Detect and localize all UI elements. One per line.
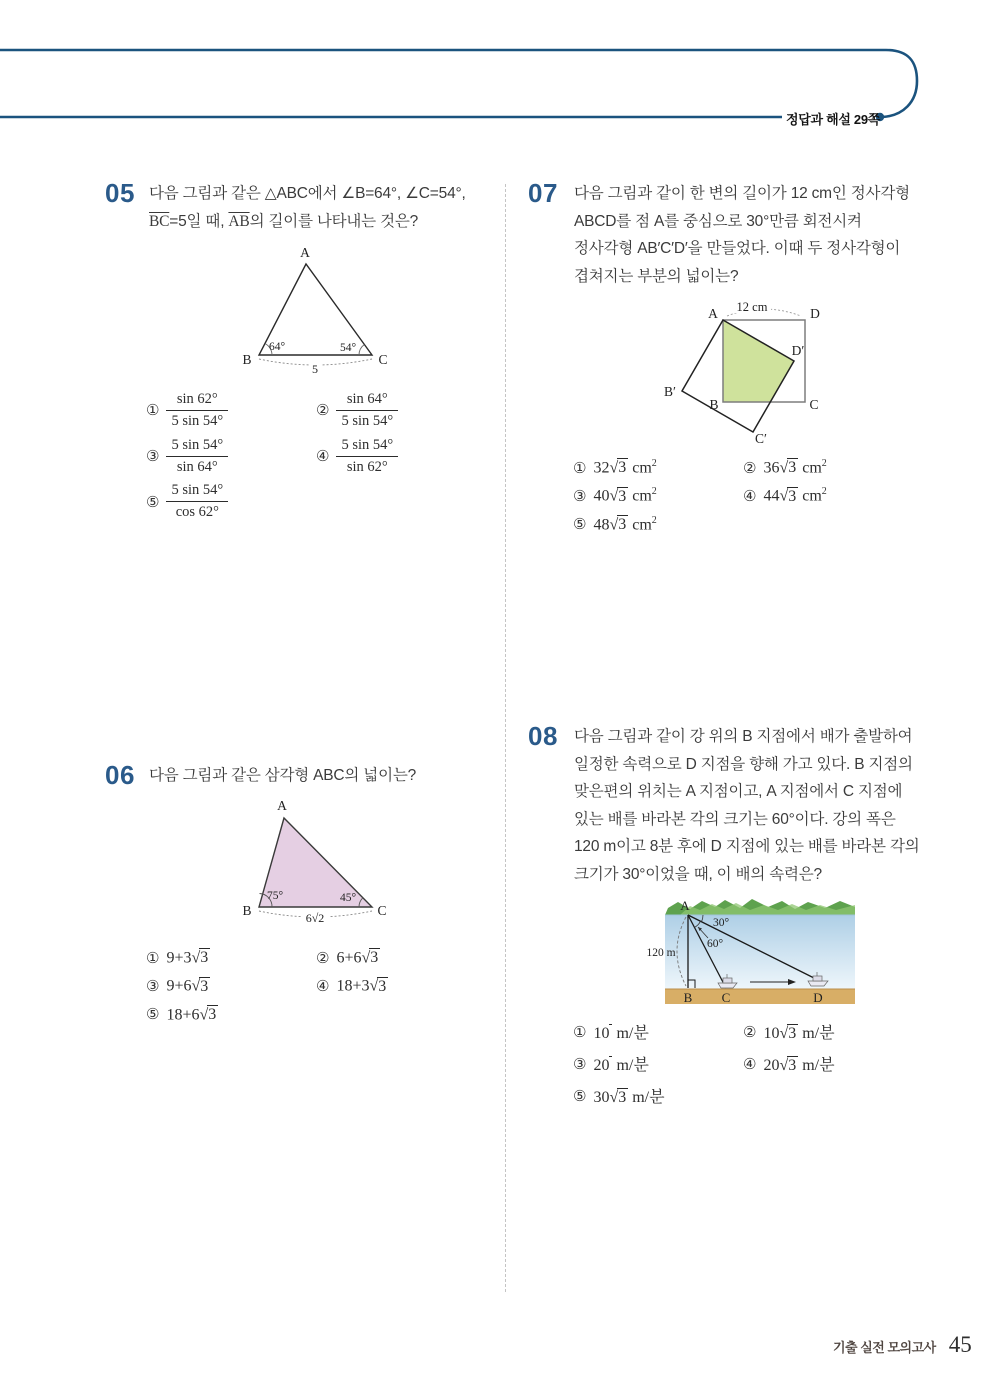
choice-marker: ③ [146, 976, 160, 995]
choice-marker: ⑤ [146, 1005, 160, 1024]
point-label-d: D [813, 990, 823, 1005]
choice-07-1 [573, 458, 743, 477]
fraction-denominator: 5 sin 54° [171, 412, 224, 429]
figure-triangle-05 [235, 240, 395, 380]
choice-marker: ② [316, 948, 330, 967]
problem-05-line2-tail: 의 길이를 나타내는 것은? [249, 212, 419, 230]
problem-07-line2: ABCD를 점 A를 중심으로 30°만큼 회전시켜 [574, 212, 862, 230]
fraction-numerator: 5 sin 54° [336, 436, 398, 457]
sqrt-sign: √ [779, 1025, 788, 1042]
choice-marker: ⑤ [146, 492, 160, 511]
choice-sup: 2 [651, 514, 657, 526]
choice-value: 20 [593, 1057, 610, 1074]
choice-sup: 2 [651, 486, 657, 498]
choice-value: 30 [593, 1089, 610, 1106]
choice-08-1 [573, 1020, 743, 1043]
choice-value: 10 [763, 1025, 780, 1042]
choice-value: 18+3 [336, 977, 370, 995]
top-rule-line [0, 50, 917, 117]
problem-07-choices [573, 458, 933, 534]
radicand: 3 [788, 1057, 797, 1074]
problem-07-text [574, 180, 948, 290]
choice-06-3 [146, 976, 316, 995]
choice-marker: ① [146, 948, 160, 967]
river-width-label: 120 m [646, 947, 676, 959]
angle-label-54: 54° [339, 342, 357, 354]
vertex-label-b: B [242, 903, 252, 918]
answer-reference: 정답과 해설 29쪽 [786, 112, 881, 127]
radicand: 3 [618, 487, 627, 505]
choice-05-5 [146, 481, 316, 522]
radicand: 3 [618, 1089, 627, 1106]
problem-05-line1: 다음 그림과 같은 △ABC에서 ∠B=64°, ∠C=54°, [149, 185, 466, 202]
problem-06-number: 06 [105, 760, 135, 790]
shore [665, 989, 855, 1004]
choice-07-5 [573, 515, 743, 534]
problem-06-choices [146, 948, 486, 1024]
overline-bc: $\overline{BC}$ [149, 212, 170, 230]
fraction-denominator: 5 sin 54° [341, 412, 394, 429]
radicand: 3 [378, 977, 387, 995]
page-footer [833, 1332, 972, 1358]
radicand: 3 [618, 459, 627, 477]
sqrt-sign: √ [779, 459, 788, 477]
sqrt-sign: √ [609, 1089, 618, 1106]
choice-marker: ① [573, 458, 587, 477]
point-label-c: C [721, 990, 731, 1005]
vertex-label-c: C [809, 397, 819, 412]
problem-06 [105, 762, 505, 790]
base-length-label: 5 [312, 362, 318, 376]
problem-08-line5: 120 m이고 8분 후에 D 지점에 있는 배를 바라본 각의 [574, 838, 920, 855]
radicand: 3 [370, 949, 379, 967]
overline-ab: $\overline{AB}$ [228, 212, 250, 230]
choice-06-2 [316, 948, 486, 967]
choice-07-3 [573, 486, 743, 505]
radicand: 3 [788, 459, 797, 477]
choice-marker: ④ [316, 976, 330, 995]
angle-label-30: 30° [712, 917, 730, 929]
sqrt-sign: √ [361, 949, 370, 967]
sqrt-sign: √ [609, 487, 618, 505]
choice-marker: ⑤ [573, 1086, 587, 1105]
choice-marker: ④ [743, 1054, 757, 1073]
problem-05-number: 05 [105, 178, 135, 208]
sqrt-sign: √ [369, 977, 378, 995]
problem-05-text [149, 180, 505, 235]
point-label-b: B [683, 990, 693, 1005]
radicand: 3 [788, 487, 797, 505]
choice-08-3 [573, 1052, 743, 1075]
choice-05-3 [146, 436, 316, 477]
problem-05-line2-mid: =5일 때, [169, 212, 229, 230]
angle-label-60: 60° [706, 938, 724, 950]
vertex-label-b: B [709, 397, 719, 412]
sqrt-sign: √ [191, 977, 200, 995]
radicand: 3 [788, 1025, 797, 1042]
fraction-denominator: cos 62° [175, 504, 219, 521]
choice-marker: ④ [743, 486, 757, 505]
fraction-denominator: sin 64° [176, 458, 218, 475]
radicand: 3 [200, 977, 209, 995]
choice-value: 9+6 [166, 977, 192, 995]
vertex-label-d-prime: D′ [791, 343, 805, 358]
problem-05-line2 [149, 208, 505, 236]
choice-06-4 [316, 976, 486, 995]
choice-value: 36 [763, 459, 780, 477]
choice-07-2 [743, 458, 933, 477]
vertex-label-c-prime: C′ [755, 431, 767, 446]
choice-06-5 [146, 1005, 316, 1024]
choice-value: 20 [763, 1057, 780, 1074]
figure-rotated-squares-07 [650, 295, 850, 447]
sqrt-sign: √ [609, 459, 618, 477]
vertex-label-b: B [242, 352, 252, 367]
choice-08-4 [743, 1052, 933, 1075]
choice-unit: cm [798, 459, 822, 477]
sqrt-sign: √ [199, 1005, 208, 1023]
choice-marker: ③ [146, 447, 160, 466]
choice-unit: m/분 [798, 1025, 835, 1042]
angle-label-75: 75° [266, 890, 284, 902]
problem-07-line1: 다음 그림과 같이 한 변의 길이가 12 cm인 정사각형 [574, 185, 910, 202]
fraction-numerator: sin 64° [336, 390, 398, 411]
choice-unit: cm [628, 459, 652, 477]
problem-08-line6: 크기가 30°이었을 때, 이 배의 속력은? [574, 865, 822, 883]
problem-08-text [574, 723, 958, 888]
problem-07 [528, 180, 948, 290]
choice-value: 32 [593, 459, 610, 477]
vertex-label-c: C [378, 352, 388, 367]
sqrt-sign: √ [191, 949, 200, 967]
choice-06-1 [146, 948, 316, 967]
sqrt-sign: √ [779, 1057, 788, 1074]
choice-08-5 [573, 1084, 743, 1107]
fraction-denominator: sin 62° [346, 458, 388, 475]
problem-07-line3: 정사각형 AB′C′D′을 만들었다. 이때 두 정사각형이 [574, 240, 901, 257]
size-label: 12 cm [736, 300, 768, 314]
figure-river-illustration-08 [640, 892, 860, 1007]
vertex-label-a: A [277, 798, 287, 813]
problem-06-line1: 다음 그림과 같은 삼각형 ABC의 넓이는? [149, 767, 417, 784]
vertex-label-d: D [810, 306, 820, 321]
choice-value: 6+6 [336, 949, 362, 967]
vertex-label-b-prime: B′ [664, 384, 676, 399]
radicand: 3 [208, 1005, 217, 1023]
choice-unit: cm [798, 487, 822, 505]
choice-05-4 [316, 436, 486, 477]
choice-marker: ② [743, 458, 757, 477]
problem-08-line1: 다음 그림과 같이 강 위의 B 지점에서 배가 출발하여 [574, 728, 913, 745]
choice-unit: cm [628, 515, 652, 533]
choice-marker: ⑤ [573, 515, 587, 534]
choice-marker: ② [316, 401, 330, 420]
choice-unit: m/분 [628, 1089, 665, 1106]
base-length-label: 6√2 [305, 911, 325, 925]
problem-08-number: 08 [528, 721, 558, 751]
problem-08 [528, 723, 958, 888]
choice-07-4 [743, 486, 933, 505]
choice-sup: 2 [821, 486, 827, 498]
choice-08-2 [743, 1020, 933, 1043]
choice-marker: ④ [316, 447, 330, 466]
point-label-a: A [680, 898, 690, 913]
choice-value: 48 [593, 515, 610, 533]
fraction-numerator: sin 62° [166, 390, 228, 411]
choice-marker: ② [743, 1022, 757, 1041]
problem-08-line3: 맞은편의 위치는 A 지점이고, A 지점에서 C 지점에 [574, 783, 903, 800]
footer-section-label: 기출 실전 모의고사 [833, 1340, 936, 1355]
fraction-numerator: 5 sin 54° [166, 481, 228, 502]
choice-sup: 2 [651, 458, 657, 469]
choice-value: 18+6 [166, 1005, 200, 1023]
problem-05-choices [146, 390, 486, 522]
choice-value: 40 [593, 487, 610, 505]
problem-06-text [149, 762, 505, 790]
problem-07-number: 07 [528, 178, 558, 208]
fraction-numerator: 5 sin 54° [166, 436, 228, 457]
vertex-label-c: C [377, 903, 387, 918]
choice-marker: ③ [573, 486, 587, 505]
choice-05-2 [316, 390, 486, 431]
choice-unit: m/분 [798, 1057, 835, 1074]
choice-value: 9+3 [166, 949, 192, 967]
angle-label-45: 45° [339, 892, 357, 904]
overlap-region [723, 320, 794, 402]
choice-value: 44 [763, 487, 780, 505]
choice-unit: m/분 [612, 1025, 649, 1042]
vertex-label-a: A [708, 306, 718, 321]
sqrt-sign: √ [779, 487, 788, 505]
problem-08-choices [573, 1020, 933, 1107]
problem-08-line4: 있는 배를 바라본 각의 크기는 60°이다. 강의 폭은 [574, 810, 896, 828]
radicand: 3 [200, 949, 209, 967]
choice-marker: ③ [573, 1054, 587, 1073]
choice-marker: ① [146, 401, 160, 420]
problem-07-line4: 겹쳐지는 부분의 넓이는? [574, 267, 739, 285]
angle-label-64: 64° [268, 341, 286, 353]
column-divider [505, 184, 506, 1292]
choice-unit: m/분 [612, 1057, 649, 1074]
radicand: 3 [618, 515, 627, 533]
problem-05 [105, 180, 505, 235]
choice-unit: cm [628, 487, 652, 505]
figure-triangle-06 [222, 797, 392, 929]
choice-05-1 [146, 390, 316, 431]
choice-marker: ① [573, 1022, 587, 1041]
vertex-label-a: A [300, 245, 310, 260]
choice-sup: 2 [821, 458, 827, 469]
choice-value: 10 [593, 1025, 610, 1042]
sqrt-sign: √ [609, 515, 618, 533]
page-number: 45 [948, 1332, 972, 1357]
problem-08-line2: 일정한 속력으로 D 지점을 향해 가고 있다. B 지점의 [574, 755, 913, 773]
